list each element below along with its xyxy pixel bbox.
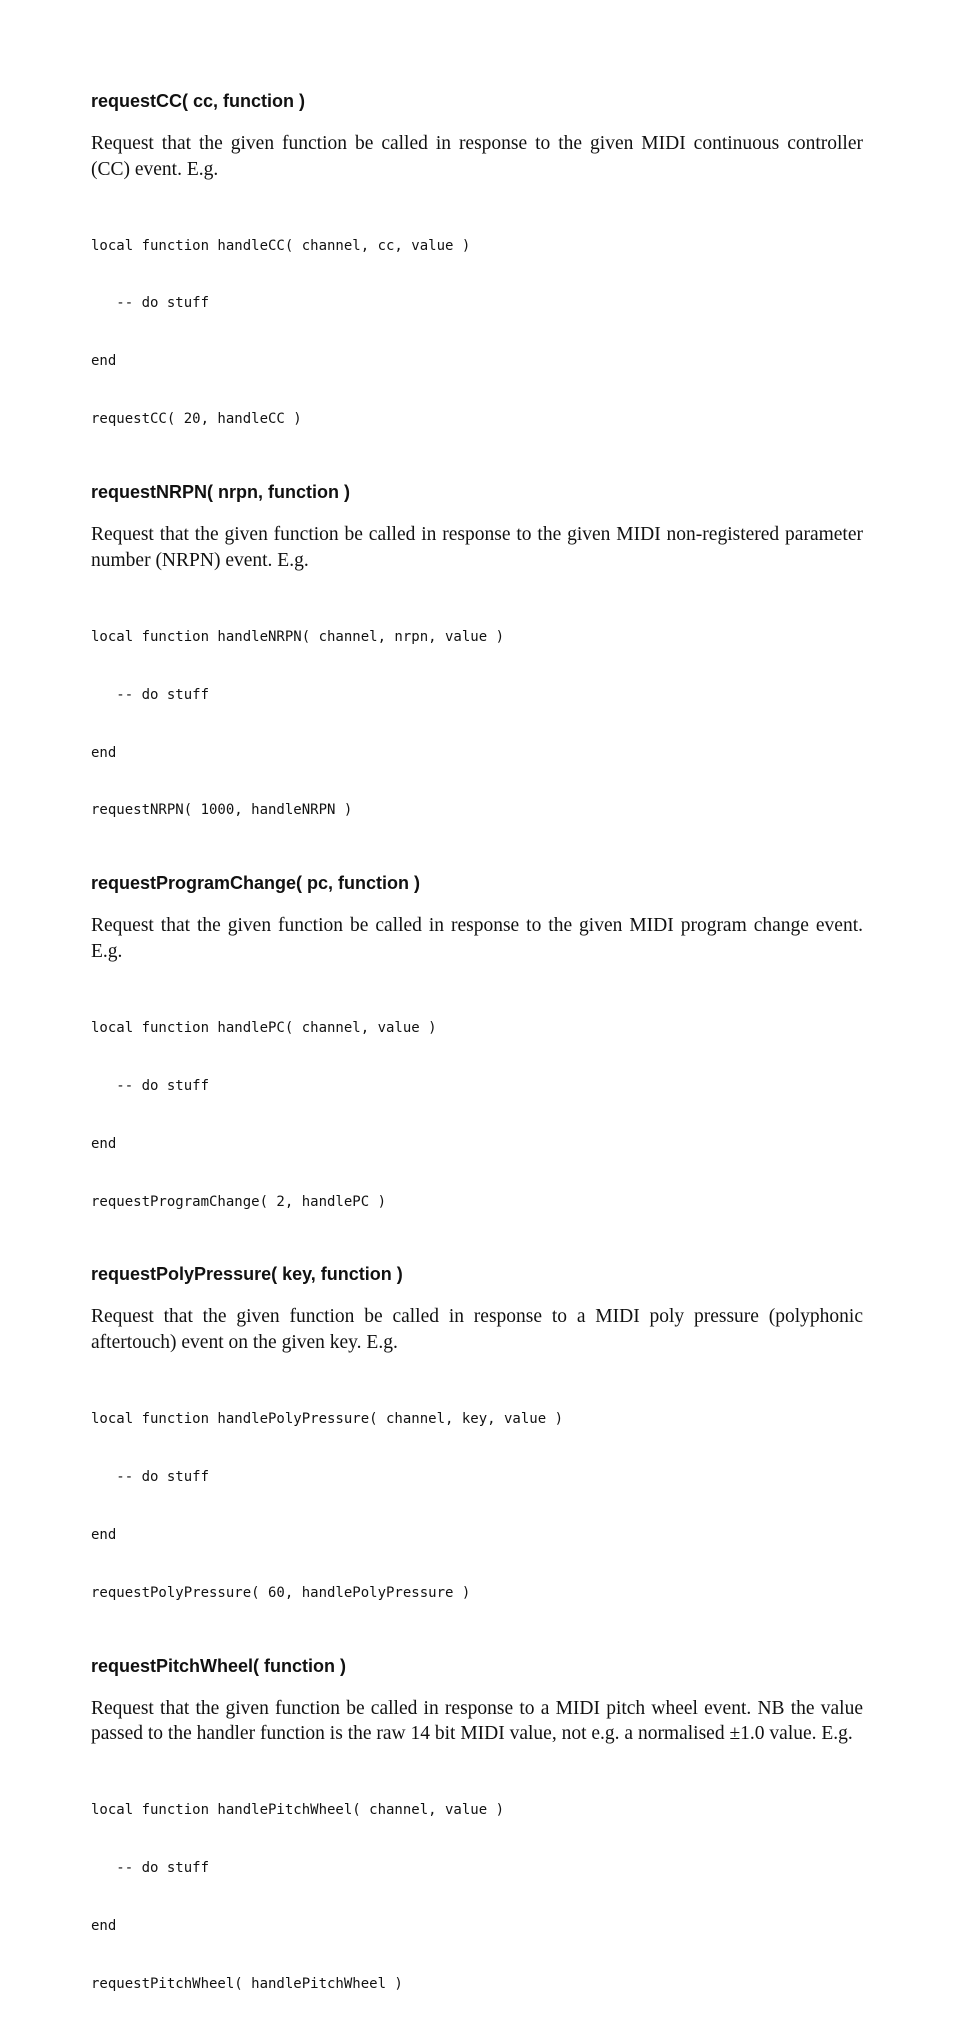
code-line: end [91, 353, 117, 370]
section-heading: requestCC( cc, function ) [91, 91, 306, 111]
code-line: -- do stuff [91, 686, 210, 703]
code-line: -- do stuff [91, 1468, 210, 1485]
code-block [91, 1763, 863, 2033]
section-description: Request that the given function be called in response to the given MIDI continuous controller (CC) event. E.g. [91, 133, 863, 180]
code-line: local function handlePC( channel, value ) [91, 1019, 437, 1036]
code-line: local function handleNRPN( channel, nrpn, value ) [91, 628, 505, 645]
code-line: -- do stuff [91, 295, 210, 312]
section-heading: requestNRPN( nrpn, function ) [91, 482, 350, 503]
code-line: -- do stuff [91, 1077, 210, 1094]
code-line: end [91, 1135, 117, 1152]
section-description: Request that the given function be called in response to the given MIDI non-registered parameter number (NRPN) event. E.g. [91, 524, 863, 571]
code-block [91, 980, 863, 1250]
code-line: -- do stuff [91, 1860, 210, 1877]
section-request-pitch-wheel [91, 1653, 863, 2033]
code-line: requestProgramChange( 2, handlePC ) [91, 1193, 387, 1210]
code-line: end [91, 1526, 117, 1543]
section-request-program-change [91, 870, 863, 1250]
code-block [91, 198, 863, 468]
section-heading: requestPolyPressure( key, function ) [91, 1264, 403, 1285]
section-request-poly-pressure [91, 1261, 863, 1641]
code-block [91, 589, 863, 859]
section-description: Request that the given function be called in response to a MIDI poly pressure (polyphonic aftertouch) event on the given key. E.g. [91, 1306, 863, 1353]
code-line: local function handleCC( channel, cc, value ) [91, 237, 471, 254]
code-line: end [91, 1918, 117, 1934]
section-heading: requestProgramChange( pc, function ) [91, 873, 421, 894]
document-page [91, 88, 863, 2044]
section-request-nrpn [91, 479, 863, 859]
code-line: requestPolyPressure( 60, handlePolyPressure ) [91, 1584, 471, 1601]
section-description: Request that the given function be called in response to the given MIDI program change event. E.g. [91, 915, 863, 962]
section-request-cc [91, 88, 863, 468]
code-line: requestCC( 20, handleCC ) [91, 411, 302, 428]
code-block [91, 1371, 863, 1641]
code-line: local function handlePolyPressure( channel, key, value ) [91, 1411, 564, 1428]
code-line: end [91, 744, 117, 761]
code-line: requestNRPN( 1000, handleNRPN ) [91, 802, 353, 819]
code-line: local function handlePitchWheel( channel, value ) [91, 1802, 505, 1819]
section-description: Request that the given function be called in response to a MIDI pitch wheel event. NB the value passed to the handler function is the raw 14 bit MIDI value, not e.g. a normalised ±1.0 value. E.g. [91, 1697, 863, 1745]
section-heading: requestPitchWheel( function ) [91, 1655, 347, 1676]
code-line: requestPitchWheel( handlePitchWheel ) [91, 1975, 403, 1992]
